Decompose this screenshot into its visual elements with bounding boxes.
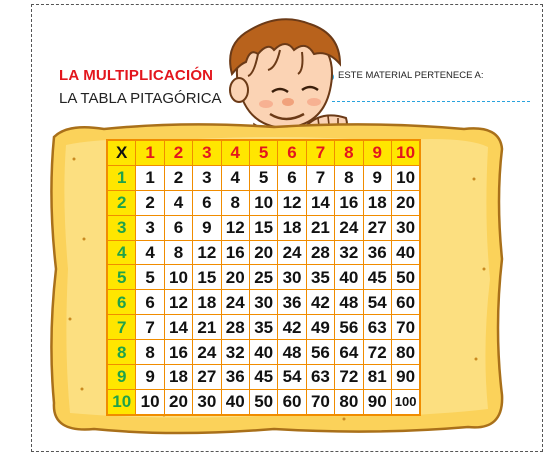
product-cell: 42 xyxy=(278,315,306,340)
product-cell: 64 xyxy=(335,340,363,365)
product-cell: 7 xyxy=(306,165,334,190)
row-header-cell: 2 xyxy=(107,190,136,215)
table-row xyxy=(107,315,420,340)
column-header-cell: 8 xyxy=(335,140,363,165)
page-title: LA MULTIPLICACIÓN xyxy=(59,67,214,84)
product-cell: 6 xyxy=(193,190,221,215)
product-cell: 10 xyxy=(164,265,192,290)
product-cell: 8 xyxy=(221,190,249,215)
product-cell: 32 xyxy=(221,340,249,365)
product-cell: 20 xyxy=(164,389,192,414)
product-cell: 18 xyxy=(193,290,221,315)
product-cell: 80 xyxy=(391,340,420,365)
table-row xyxy=(107,290,420,315)
multiplication-table xyxy=(106,139,421,416)
product-cell: 45 xyxy=(249,365,277,390)
product-cell: 63 xyxy=(306,365,334,390)
product-cell: 4 xyxy=(164,190,192,215)
product-cell: 36 xyxy=(363,240,391,265)
column-header-cell: 5 xyxy=(249,140,277,165)
product-cell: 12 xyxy=(164,290,192,315)
product-cell: 35 xyxy=(306,265,334,290)
product-cell: 10 xyxy=(249,190,277,215)
table-row xyxy=(107,240,420,265)
product-cell: 12 xyxy=(193,240,221,265)
product-cell: 24 xyxy=(278,240,306,265)
product-cell: 70 xyxy=(391,315,420,340)
row-header-cell: 3 xyxy=(107,215,136,240)
product-cell: 72 xyxy=(363,340,391,365)
product-cell: 36 xyxy=(221,365,249,390)
row-header-cell: 6 xyxy=(107,290,136,315)
product-cell: 90 xyxy=(391,365,420,390)
table-row xyxy=(107,389,420,414)
product-cell: 16 xyxy=(335,190,363,215)
corner-cell: X xyxy=(107,140,136,165)
product-cell: 35 xyxy=(249,315,277,340)
product-cell: 4 xyxy=(221,165,249,190)
column-header-cell: 3 xyxy=(193,140,221,165)
column-header-cell: 1 xyxy=(136,140,164,165)
product-cell: 49 xyxy=(306,315,334,340)
product-cell: 14 xyxy=(164,315,192,340)
row-header-cell: 7 xyxy=(107,315,136,340)
product-cell: 5 xyxy=(136,265,164,290)
product-cell: 28 xyxy=(306,240,334,265)
product-cell: 9 xyxy=(193,215,221,240)
product-cell: 32 xyxy=(335,240,363,265)
table-row xyxy=(107,165,420,190)
product-cell: 5 xyxy=(249,165,277,190)
product-cell: 8 xyxy=(335,165,363,190)
product-cell: 10 xyxy=(136,389,164,414)
product-cell: 24 xyxy=(221,290,249,315)
product-cell: 6 xyxy=(164,215,192,240)
product-cell: 28 xyxy=(221,315,249,340)
product-cell: 20 xyxy=(221,265,249,290)
column-header-cell: 9 xyxy=(363,140,391,165)
product-cell: 30 xyxy=(391,215,420,240)
product-cell: 40 xyxy=(221,389,249,414)
product-cell: 6 xyxy=(278,165,306,190)
product-cell: 7 xyxy=(136,315,164,340)
product-cell: 1 xyxy=(136,165,164,190)
product-cell: 18 xyxy=(164,365,192,390)
product-cell: 18 xyxy=(363,190,391,215)
product-cell: 12 xyxy=(221,215,249,240)
product-cell: 24 xyxy=(335,215,363,240)
product-cell: 30 xyxy=(278,265,306,290)
product-cell: 2 xyxy=(164,165,192,190)
table-header-row xyxy=(107,140,420,165)
product-cell: 90 xyxy=(363,389,391,414)
product-cell: 4 xyxy=(136,240,164,265)
product-cell: 24 xyxy=(193,340,221,365)
product-cell: 40 xyxy=(249,340,277,365)
product-cell: 27 xyxy=(193,365,221,390)
product-cell: 70 xyxy=(306,389,334,414)
product-cell: 14 xyxy=(306,190,334,215)
product-cell: 9 xyxy=(136,365,164,390)
product-cell: 6 xyxy=(136,290,164,315)
product-cell: 60 xyxy=(391,290,420,315)
table-row xyxy=(107,190,420,215)
product-cell: 16 xyxy=(164,340,192,365)
product-cell: 15 xyxy=(193,265,221,290)
column-header-cell: 6 xyxy=(278,140,306,165)
product-cell: 54 xyxy=(363,290,391,315)
product-cell: 60 xyxy=(278,389,306,414)
product-cell: 72 xyxy=(335,365,363,390)
row-header-cell: 9 xyxy=(107,365,136,390)
product-cell: 56 xyxy=(335,315,363,340)
page-subtitle: LA TABLA PITAGÓRICA xyxy=(59,90,222,107)
product-cell: 20 xyxy=(249,240,277,265)
product-cell: 16 xyxy=(221,240,249,265)
product-cell: 12 xyxy=(278,190,306,215)
owner-name-line xyxy=(332,101,530,102)
table-row xyxy=(107,265,420,290)
product-cell: 45 xyxy=(363,265,391,290)
product-cell: 54 xyxy=(278,365,306,390)
product-cell: 42 xyxy=(306,290,334,315)
product-cell: 8 xyxy=(164,240,192,265)
column-header-cell: 10 xyxy=(391,140,420,165)
product-cell: 9 xyxy=(363,165,391,190)
product-cell: 10 xyxy=(391,165,420,190)
product-cell: 48 xyxy=(278,340,306,365)
product-cell: 30 xyxy=(249,290,277,315)
product-cell: 2 xyxy=(136,190,164,215)
product-cell: 3 xyxy=(193,165,221,190)
product-cell: 48 xyxy=(335,290,363,315)
product-cell: 21 xyxy=(193,315,221,340)
column-header-cell: 7 xyxy=(306,140,334,165)
product-cell: 100 xyxy=(391,389,420,414)
product-cell: 3 xyxy=(136,215,164,240)
product-cell: 56 xyxy=(306,340,334,365)
product-cell: 8 xyxy=(136,340,164,365)
product-cell: 63 xyxy=(363,315,391,340)
table-row xyxy=(107,340,420,365)
product-cell: 50 xyxy=(249,389,277,414)
row-header-cell: 10 xyxy=(107,389,136,414)
product-cell: 40 xyxy=(335,265,363,290)
row-header-cell: 4 xyxy=(107,240,136,265)
product-cell: 27 xyxy=(363,215,391,240)
product-cell: 18 xyxy=(278,215,306,240)
product-cell: 21 xyxy=(306,215,334,240)
product-cell: 80 xyxy=(335,389,363,414)
product-cell: 36 xyxy=(278,290,306,315)
owner-label: ESTE MATERIAL PERTENECE A: xyxy=(338,70,484,81)
product-cell: 20 xyxy=(391,190,420,215)
product-cell: 40 xyxy=(391,240,420,265)
product-cell: 30 xyxy=(193,389,221,414)
column-header-cell: 4 xyxy=(221,140,249,165)
product-cell: 15 xyxy=(249,215,277,240)
table-row xyxy=(107,365,420,390)
product-cell: 81 xyxy=(363,365,391,390)
product-cell: 50 xyxy=(391,265,420,290)
column-header-cell: 2 xyxy=(164,140,192,165)
product-cell: 25 xyxy=(249,265,277,290)
table-row xyxy=(107,215,420,240)
row-header-cell: 5 xyxy=(107,265,136,290)
row-header-cell: 1 xyxy=(107,165,136,190)
row-header-cell: 8 xyxy=(107,340,136,365)
